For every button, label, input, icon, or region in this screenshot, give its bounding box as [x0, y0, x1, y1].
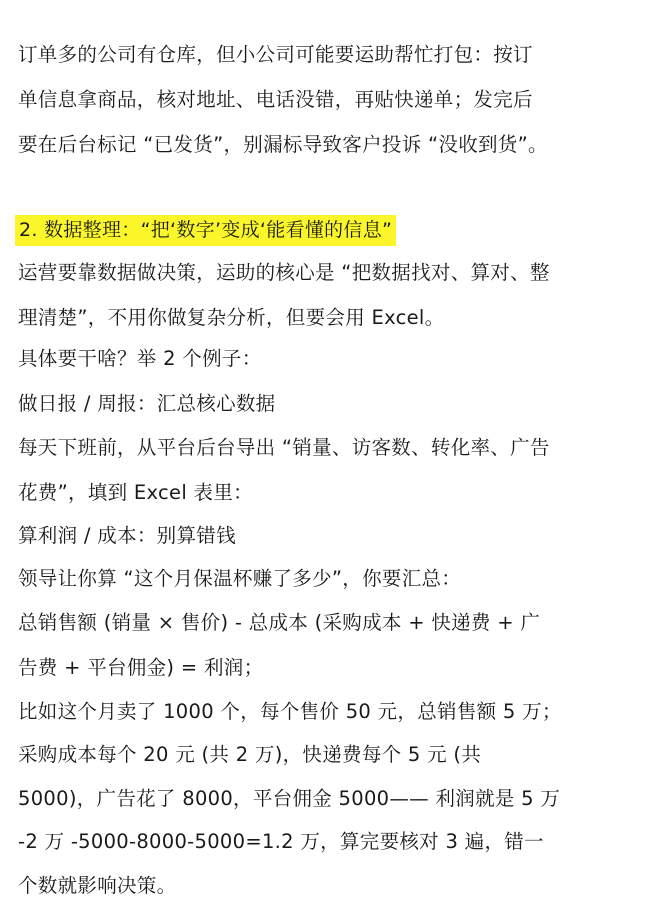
section-heading: 2. 数据整理：“把‘数字’变成‘能看懂的信息”: [15, 215, 396, 246]
paragraph-line: -2 万 -5000-8000-5000=1.2 万，算完要核对 3 遍，错一: [18, 830, 544, 853]
paragraph-line: 单信息拿商品，核对地址、电话没错，再贴快递单；发完后: [18, 88, 533, 111]
paragraph-line: 告费 + 平台佣金) = 利润；: [18, 656, 264, 679]
paragraph-line: 具体要干啥？举 2 个例子：: [18, 347, 262, 370]
paragraph-line: 做日报 / 周报：汇总核心数据: [18, 392, 276, 415]
paragraph-line: 算利润 / 成本：别算错钱: [18, 524, 236, 547]
paragraph-line: 领导让你算 “这个月保温杯赚了多少”，你要汇总：: [18, 567, 462, 590]
paragraph-line: 比如这个月卖了 1000 个，每个售价 50 元，总销售额 5 万；: [18, 700, 562, 723]
paragraph-line: 5000)，广告花了 8000，平台佣金 5000—— 利润就是 5 万: [18, 787, 561, 810]
paragraph-line: 每天下班前，从平台后台导出 “销量、访客数、转化率、广告: [18, 436, 550, 459]
paragraph-line: 采购成本每个 20 元 (共 2 万)，快递费每个 5 元 (共: [18, 743, 482, 766]
paragraph-line: 理清楚”，不用你做复杂分析，但要会用 Excel。: [18, 306, 445, 329]
paragraph-line: 订单多的公司有仓库，但小公司可能要运助帮忙打包：按订: [18, 43, 533, 66]
paragraph-line: 运营要靠数据做决策，运助的核心是 “把数据找对、算对、整: [18, 261, 550, 284]
paragraph-line: 总销售额 (销量 × 售价) - 总成本 (采购成本 + 快递费 + 广: [18, 611, 541, 634]
paragraph-line: 花费”，填到 Excel 表里：: [18, 481, 253, 504]
paragraph-line: 个数就影响决策。: [18, 874, 177, 897]
paragraph-line: 要在后台标记 “已发货”，别漏标导致客户投诉 “没收到货”。: [18, 133, 548, 156]
